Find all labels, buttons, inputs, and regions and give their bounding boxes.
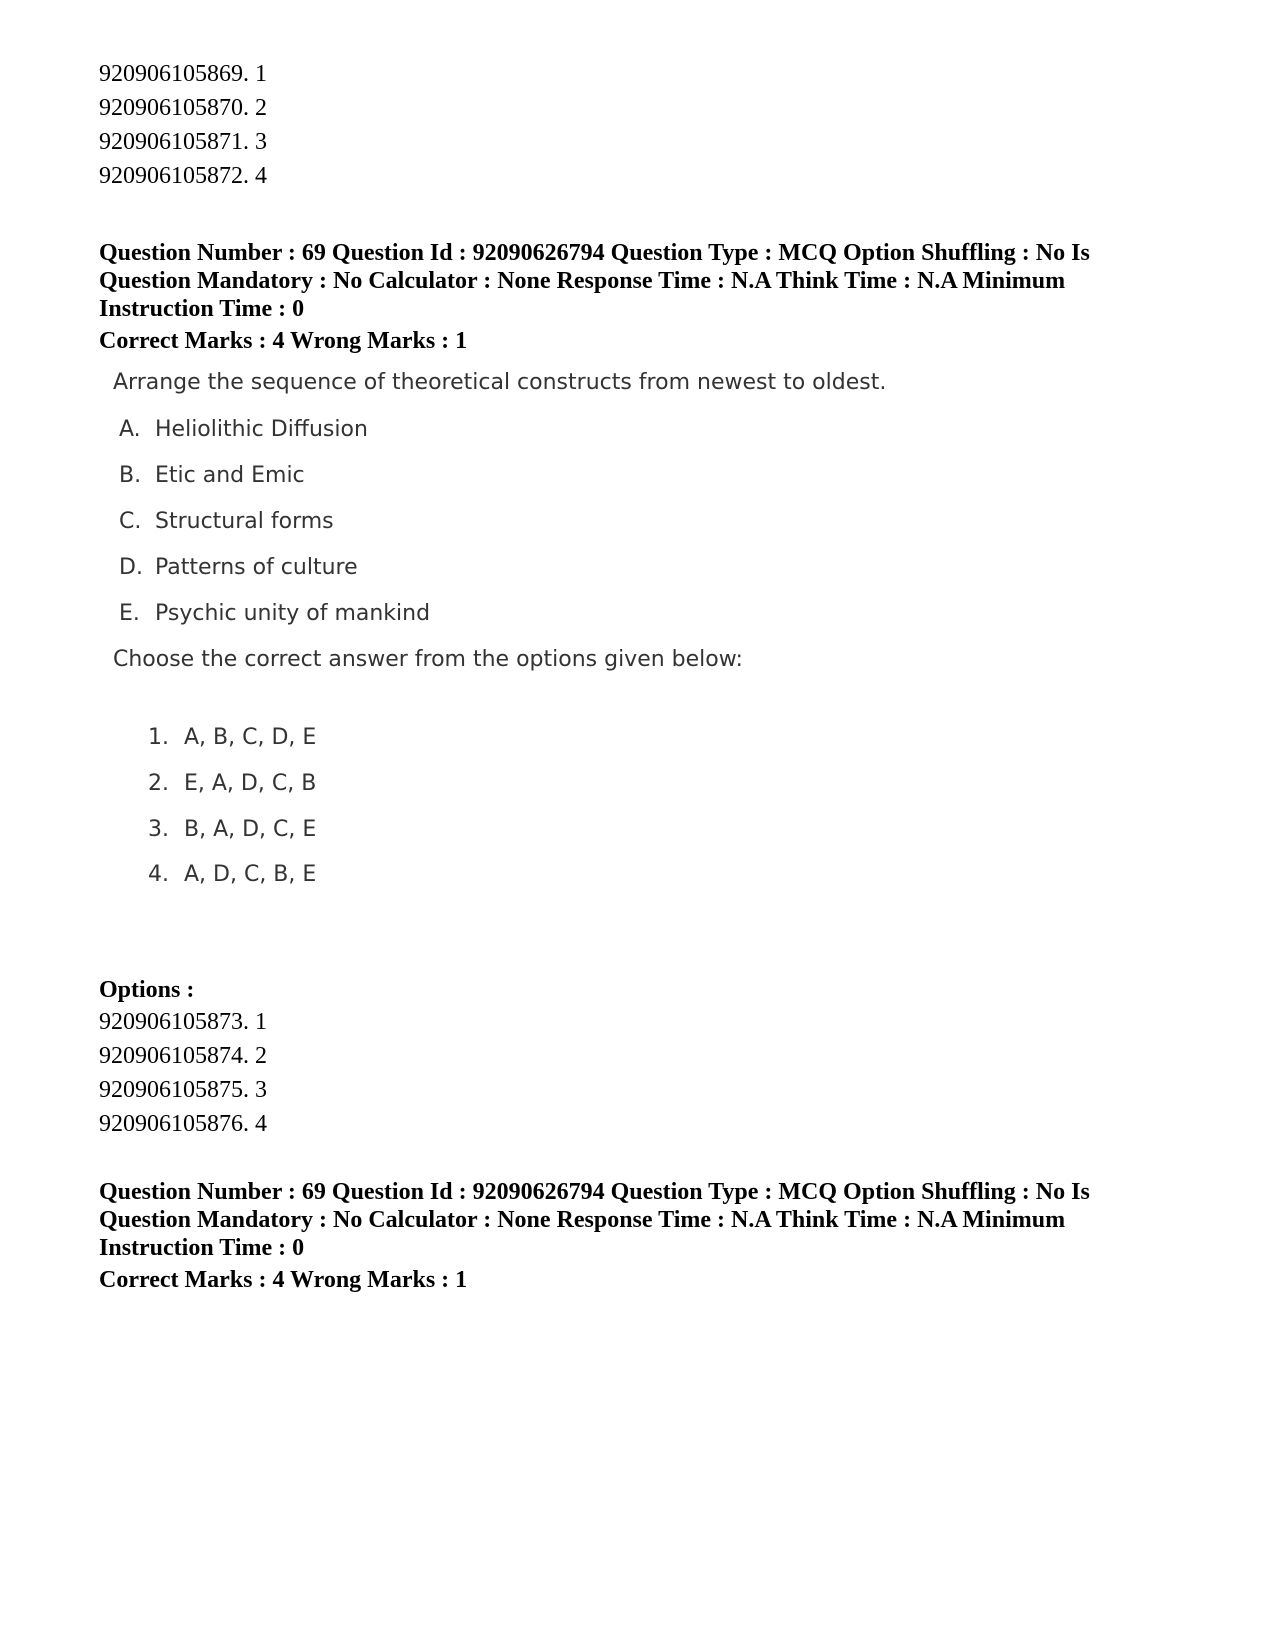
option-line: 920906105869. 1 [99,61,267,87]
option-line: 920906105874. 2 [99,1043,267,1069]
option-value: 1 [255,61,267,87]
item-letter: B. [119,463,142,488]
answer-number: 4. [148,862,169,887]
answer-choice [148,725,316,750]
option-id: 920906105870 [99,95,243,121]
question-item [119,417,368,442]
answer-choice [148,771,316,796]
question-image [99,370,919,940]
question-item [119,509,334,534]
question-marks: Correct Marks : 4 Wrong Marks : 1 [99,328,468,354]
item-text: Patterns of culture [155,555,358,580]
question-header-line: Question Mandatory : No Calculator : None Response Time : N.A Think Time : N.A Minimum [99,1207,1066,1233]
option-id: 920906105873 [99,1009,243,1035]
top-options-list [99,57,1199,193]
option-id: 920906105875 [99,1077,243,1103]
item-letter: E. [119,601,140,626]
question-header-line: Question Number : 69 Question Id : 92090626794 Question Type : MCQ Option Shuffling : No Is [99,240,1090,266]
question-prompt: Arrange the sequence of theoretical constructs from newest to oldest. [113,370,887,395]
question-instruction: Choose the correct answer from the options given below: [113,647,743,672]
item-letter: D. [119,555,143,580]
question-header-line: Question Mandatory : No Calculator : None Response Time : N.A Think Time : N.A Minimum [99,268,1066,294]
option-line: 920906105875. 3 [99,1077,267,1103]
option-value: 3 [255,1077,267,1103]
answer-choice [148,862,316,887]
option-value: 2 [255,95,267,121]
question-header [99,239,1199,355]
question-item [119,555,358,580]
question-header [99,1178,1199,1294]
item-text: Structural forms [155,509,334,534]
question-item [119,463,305,488]
answer-text: A, D, C, B, E [184,862,317,887]
option-value: 2 [255,1043,267,1069]
option-value: 4 [255,1111,267,1137]
answer-choice [148,817,316,842]
option-line: 920906105876. 4 [99,1111,267,1137]
item-text: Etic and Emic [155,463,305,488]
question-header-line: Instruction Time : 0 [99,296,305,322]
option-line: 920906105872. 4 [99,163,267,189]
options-label: Options : [99,977,195,1003]
option-value: 3 [255,129,267,155]
bottom-options-list [99,1005,1199,1141]
question-header-line: Instruction Time : 0 [99,1235,305,1261]
answer-number: 2. [148,771,169,796]
question-header-line: Question Number : 69 Question Id : 92090626794 Question Type : MCQ Option Shuffling : No Is [99,1179,1090,1205]
answer-text: E, A, D, C, B [184,771,317,796]
item-text: Heliolithic Diffusion [155,417,368,442]
answer-number: 1. [148,725,169,750]
option-id: 920906105869 [99,61,243,87]
option-id: 920906105871 [99,129,243,155]
option-line: 920906105871. 3 [99,129,267,155]
answer-text: B, A, D, C, E [184,817,317,842]
option-line: 920906105873. 1 [99,1009,267,1035]
item-text: Psychic unity of mankind [155,601,431,626]
answer-number: 3. [148,817,169,842]
option-id: 920906105876 [99,1111,243,1137]
option-value: 4 [255,163,267,189]
question-item [119,601,430,626]
option-id: 920906105872 [99,163,243,189]
question-marks: Correct Marks : 4 Wrong Marks : 1 [99,1267,468,1293]
option-line: 920906105870. 2 [99,95,267,121]
item-letter: C. [119,509,142,534]
answer-text: A, B, C, D, E [184,725,317,750]
item-letter: A. [119,417,141,442]
option-id: 920906105874 [99,1043,243,1069]
option-value: 1 [255,1009,267,1035]
